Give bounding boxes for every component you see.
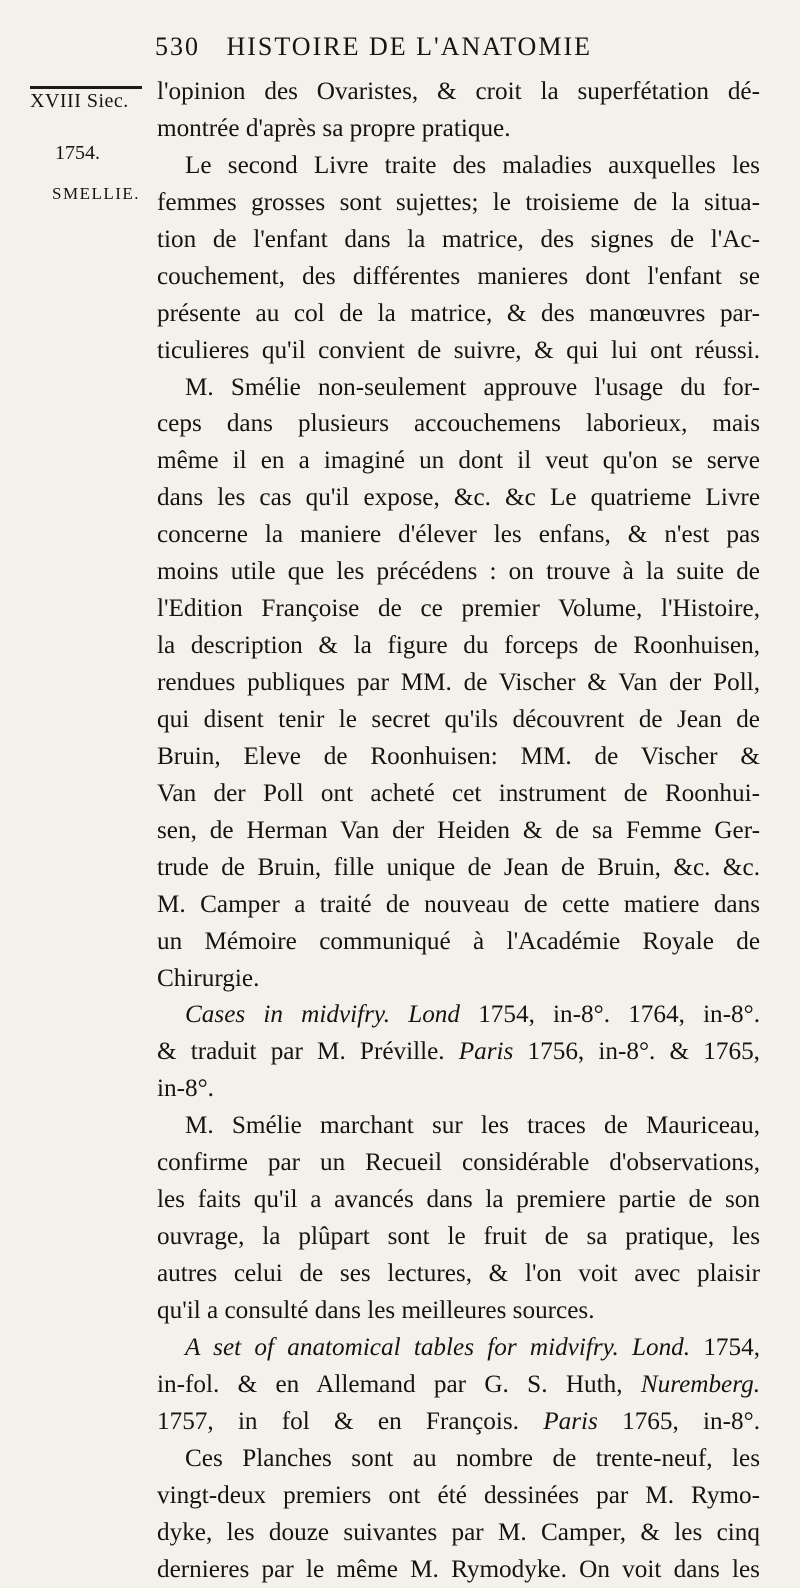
text-line: dyke, les douze suivantes par M. Camper, & les cinq (157, 1515, 760, 1552)
text-line: sen, de Herman Van der Heiden & de sa Femme Ger- (157, 813, 760, 850)
text-line: les faits qu'il a avancés dans la premiere partie de son (157, 1182, 760, 1219)
text-line: qui disent tenir le secret qu'ils découvrent de Jean de (157, 702, 760, 739)
text-line: femmes grosses sont sujettes; le troisieme de la situa- (157, 185, 760, 222)
running-title: HISTOIRE DE L'ANATOMIE (227, 32, 592, 61)
text-line: dans les cas qu'il expose, &c. &c Le quatrieme Livre (157, 480, 760, 517)
running-header (155, 32, 765, 62)
text-line: même il en a imaginé un dont il veut qu'on se serve (157, 443, 760, 480)
text-line: moins utile que les précédens : on trouve à la suite de (157, 554, 760, 591)
text-line: Van der Poll ont acheté cet instrument de Roonhui- (157, 776, 760, 813)
text-line: trude de Bruin, fille unique de Jean de Bruin, &c. &c. (157, 850, 760, 887)
text-line: rendues publiques par MM. de Vischer & Van der Poll, (157, 665, 760, 702)
citation-line: & traduit par M. Préville. Paris 1756, in-8°. & 1765, (157, 1034, 760, 1071)
text-line: montrée d'après sa propre pratique. (157, 111, 760, 148)
text-line: la description & la figure du forceps de Roonhuisen, (157, 628, 760, 665)
text-line: autres celui de ses lectures, & l'on voit avec plaisir (157, 1256, 760, 1293)
margin-note-year: 1754. (55, 142, 173, 165)
text-line: Bruin, Eleve de Roonhuisen: MM. de Vischer & (157, 739, 760, 776)
citation-line: Cases in midvifry. Lond 1754, in-8°. 1764, in-8°. (157, 997, 760, 1034)
text-line: un Mémoire communiqué à l'Académie Royale de (157, 924, 760, 961)
text-line: couchement, des différentes manieres dont l'enfant se (157, 259, 760, 296)
text-line: Le second Livre traite des maladies auxquelles les (157, 148, 760, 185)
margin-rule (30, 86, 142, 89)
citation-line: A set of anatomical tables for midvifry. Lond. 1754, (157, 1330, 760, 1367)
page-number: 530 (155, 32, 200, 61)
text-line: qu'il a consulté dans les meilleures sources. (157, 1293, 760, 1330)
margin-note-author: SMELLIE. (52, 184, 170, 204)
text-line: M. Smélie non-seulement approuve l'usage du for- (157, 370, 760, 407)
text-line: in-8°. (157, 1071, 760, 1108)
margin-note-century: XVIII Siec. (30, 90, 148, 113)
text-line: ceps dans plusieurs accouchemens laborieux, mais (157, 406, 760, 443)
text-line: l'opinion des Ovaristes, & croit la superfétation dé- (157, 74, 760, 111)
text-line: M. Camper a traité de nouveau de cette matiere dans (157, 887, 760, 924)
citation-line: in-fol. & en Allemand par G. S. Huth, Nuremberg. (157, 1367, 760, 1404)
text-body (157, 74, 760, 1588)
text-line: l'Edition Françoise de ce premier Volume, l'Histoire, (157, 591, 760, 628)
text-line: tion de l'enfant dans la matrice, des signes de l'Ac- (157, 222, 760, 259)
text-line: vingt-deux premiers ont été dessinées par M. Rymo- (157, 1478, 760, 1515)
text-line: présente au col de la matrice, & des manœuvres par- (157, 296, 760, 333)
text-line: ticulieres qu'il convient de suivre, & qui lui ont réussi. (157, 333, 760, 370)
text-line: Ces Planches sont au nombre de trente-neuf, les (157, 1441, 760, 1478)
text-line: confirme par un Recueil considérable d'observations, (157, 1145, 760, 1182)
text-line: ouvrage, la plûpart sont le fruit de sa pratique, les (157, 1219, 760, 1256)
text-line: concerne la maniere d'élever les enfans, & n'est pas (157, 517, 760, 554)
text-line: Chirurgie. (157, 961, 760, 998)
text-line: M. Smélie marchant sur les traces de Mauriceau, (157, 1108, 760, 1145)
citation-line: 1757, in fol & en François. Paris 1765, in-8°. (157, 1404, 760, 1441)
text-line: dernieres par le même M. Rymodyke. On voit dans les (157, 1552, 760, 1588)
